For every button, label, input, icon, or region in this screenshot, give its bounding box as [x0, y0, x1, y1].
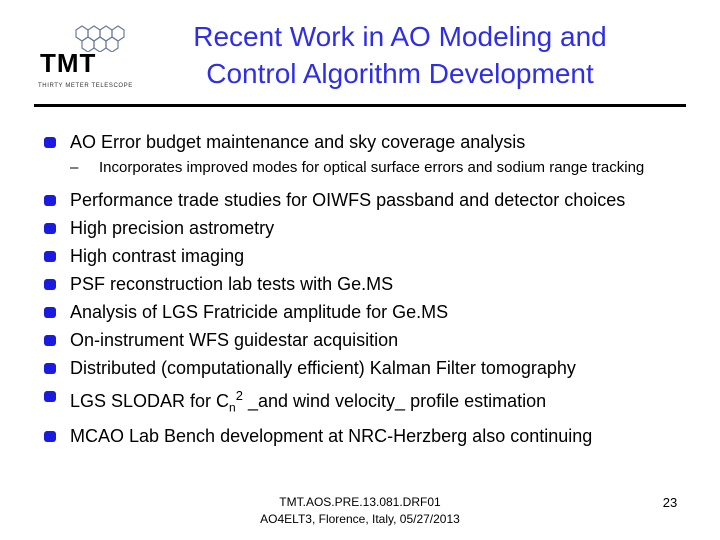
bullet-marker [44, 251, 56, 262]
bullet-marker [44, 307, 56, 318]
bullet-marker [44, 431, 56, 442]
footer-venue: AO4ELT3, Florence, Italy, 05/27/2013 [260, 512, 460, 526]
sub-bullet-text: Incorporates improved modes for optical surface errors and sodium range tracking [99, 159, 645, 176]
bullet-item [44, 186, 704, 214]
title-line-1: Recent Work in AO Modeling and [193, 21, 607, 52]
sub-bullet-dash: – [70, 159, 79, 176]
bullet-item-slodar [44, 382, 704, 422]
bullet-item [44, 422, 704, 450]
sub-bullet-item [44, 158, 704, 178]
footer-doc-id: TMT.AOS.PRE.13.081.DRF01 [279, 495, 441, 509]
slide-title [150, 18, 650, 92]
bullet-list [44, 128, 704, 450]
bullet-item [44, 354, 704, 382]
bullet-text: MCAO Lab Bench development at NRC-Herzberg also continuing [70, 425, 593, 446]
bullet-text: Analysis of LGS Fratricide amplitude for Ge.MS [70, 302, 449, 322]
slodar-superscript: 2 [235, 388, 243, 403]
bullet-text: High precision astrometry [70, 218, 275, 238]
title-divider [34, 104, 686, 107]
bullet-item [44, 242, 704, 270]
bullet-item [44, 298, 704, 326]
bullet-text: Performance trade studies for OIWFS passband and detector choices [70, 190, 626, 210]
bullet-text: PSF reconstruction lab tests with Ge.MS [70, 274, 394, 294]
slodar-prefix: LGS SLODAR for C [70, 391, 230, 411]
bullet-item [44, 270, 704, 298]
bullet-item [44, 128, 704, 156]
bullet-text: On-instrument WFS guidestar acquisition [70, 330, 399, 350]
bullet-marker [44, 335, 56, 346]
logo-tagline: THIRTY METER TELESCOPE [38, 83, 133, 89]
bullet-text: Distributed (computationally efficient) Kalman Filter tomography [70, 358, 576, 378]
bullet-marker [44, 137, 56, 148]
bullet-marker [44, 195, 56, 206]
slide-footer [220, 494, 500, 528]
bullet-marker [44, 391, 56, 402]
slodar-suffix: _and wind velocity_ profile estimation [242, 391, 547, 411]
logo-wordmark: TMT [40, 48, 97, 78]
bullet-marker [44, 279, 56, 290]
bullet-marker [44, 363, 56, 374]
title-line-2: Control Algorithm Development [206, 58, 594, 89]
bullet-text: High contrast imaging [70, 246, 245, 266]
bullet-item [44, 326, 704, 354]
bullet-marker [44, 223, 56, 234]
bullet-text: AO Error budget maintenance and sky coverage analysis [70, 132, 526, 152]
page-number: 23 [662, 495, 678, 510]
tmt-logo [36, 22, 160, 94]
bullet-item [44, 214, 704, 242]
slodar-subscript: n [229, 400, 236, 415]
